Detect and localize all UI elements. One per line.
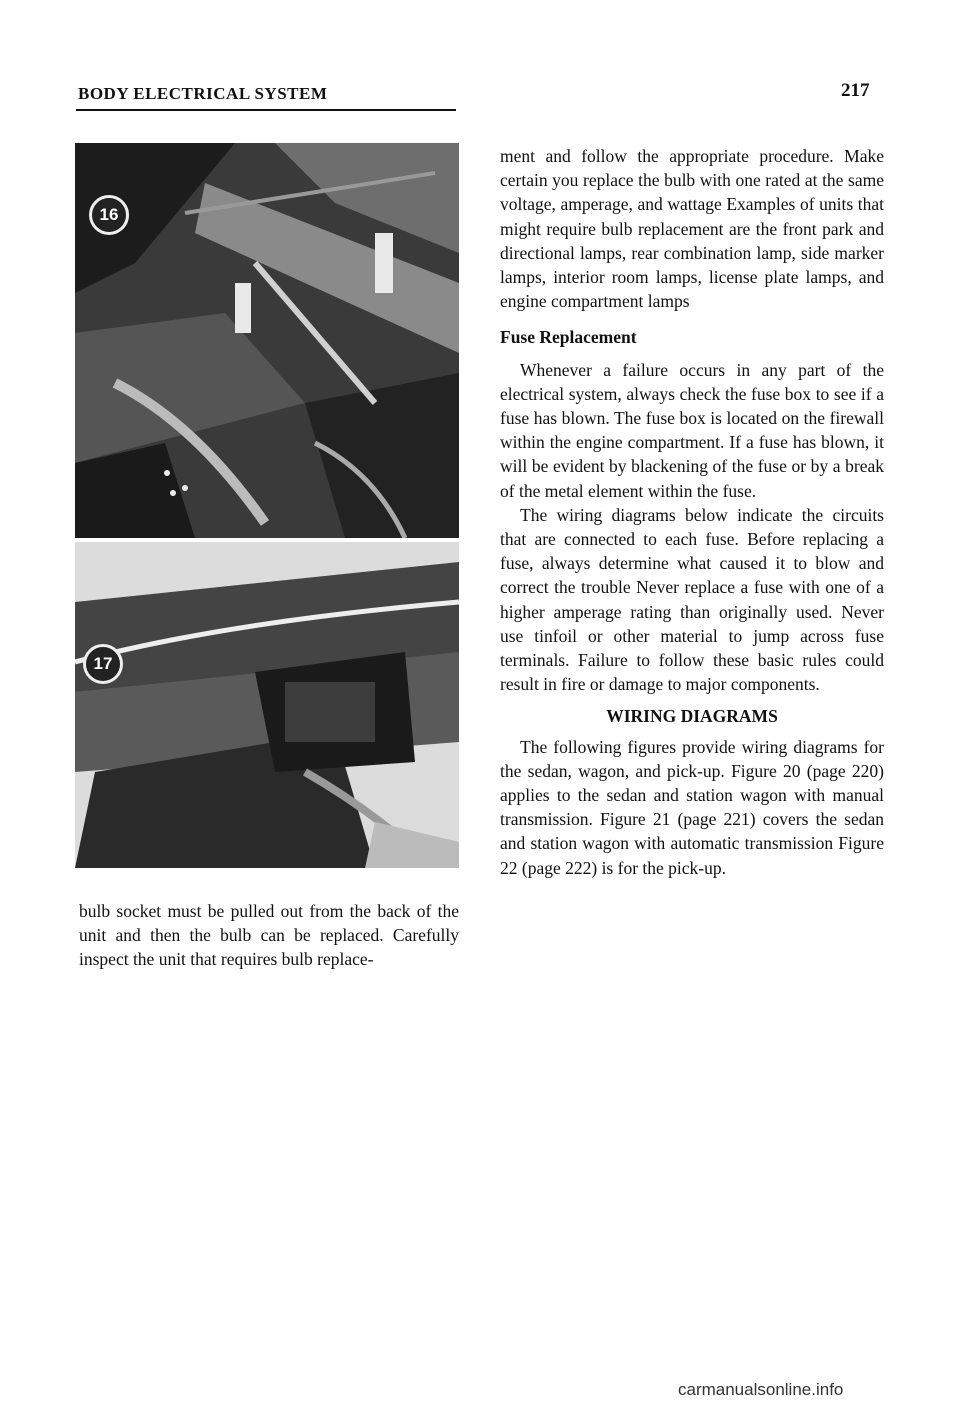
right-column-text xyxy=(500,144,884,880)
figure-17-photo xyxy=(75,542,459,868)
caption-paragraph: bulb socket must be pulled out from the back of the unit and then the bulb can be replaced. Carefully inspect the unit that requires bulb replace- xyxy=(79,901,459,970)
page-number: 217 xyxy=(841,80,870,101)
left-column-text xyxy=(79,899,459,972)
wiring-diagrams-heading: WIRING DIAGRAMS xyxy=(606,706,778,727)
footer-watermark[interactable]: carmanualsonline.info xyxy=(678,1380,844,1399)
figure-16-photo xyxy=(75,143,459,538)
paragraph-bulb-replacement: ment and follow the appropriate procedure. Make certain you replace the bulb with one rated at the same voltage, amperage, and wattage Examples of units that might require bulb replacement are the front park and directional lamps, rear combination lamp, side marker lamps, interior room lamps, license plate lamps, and engine compartment lamps xyxy=(500,146,884,312)
figure-16-badge: 16 xyxy=(89,195,129,235)
paragraph-wiring-figures: The following figures provide wiring diagrams for the sedan, wagon, and pick-up. Figure 20 (page 220) applies to the sedan and station wagon with manual transmission. Figure 21 (page 221) covers the sedan and station wagon with automatic transmission Figure 22 (page 222) is for the pick-up. xyxy=(500,736,884,878)
fuse-replacement-heading: Fuse Replacement xyxy=(500,327,637,348)
section-title: BODY ELECTRICAL SYSTEM xyxy=(78,84,328,103)
figure-17-badge: 17 xyxy=(83,644,123,684)
paragraph-fuse-check: Whenever a failure occurs in any part of the electrical system, always check the fuse box to see if a fuse has blown. The fuse box is located on the firewall within the engine compartment. If a fuse has blown, it will be evident by blackening of the fuse or by a break of the metal element within the fuse. xyxy=(500,359,884,501)
header-rule xyxy=(76,109,456,111)
paragraph-fuse-rules: The wiring diagrams below indicate the circuits that are connected to each fuse. Before replacing a fuse, always determine what caused it to blow and correct the trouble Never replace a fuse with one of a higher amperage rating than originally used. Never use tinfoil or other material to jump across fuse terminals. Failure to follow these basic rules could result in fire or damage to major components. xyxy=(500,504,884,695)
